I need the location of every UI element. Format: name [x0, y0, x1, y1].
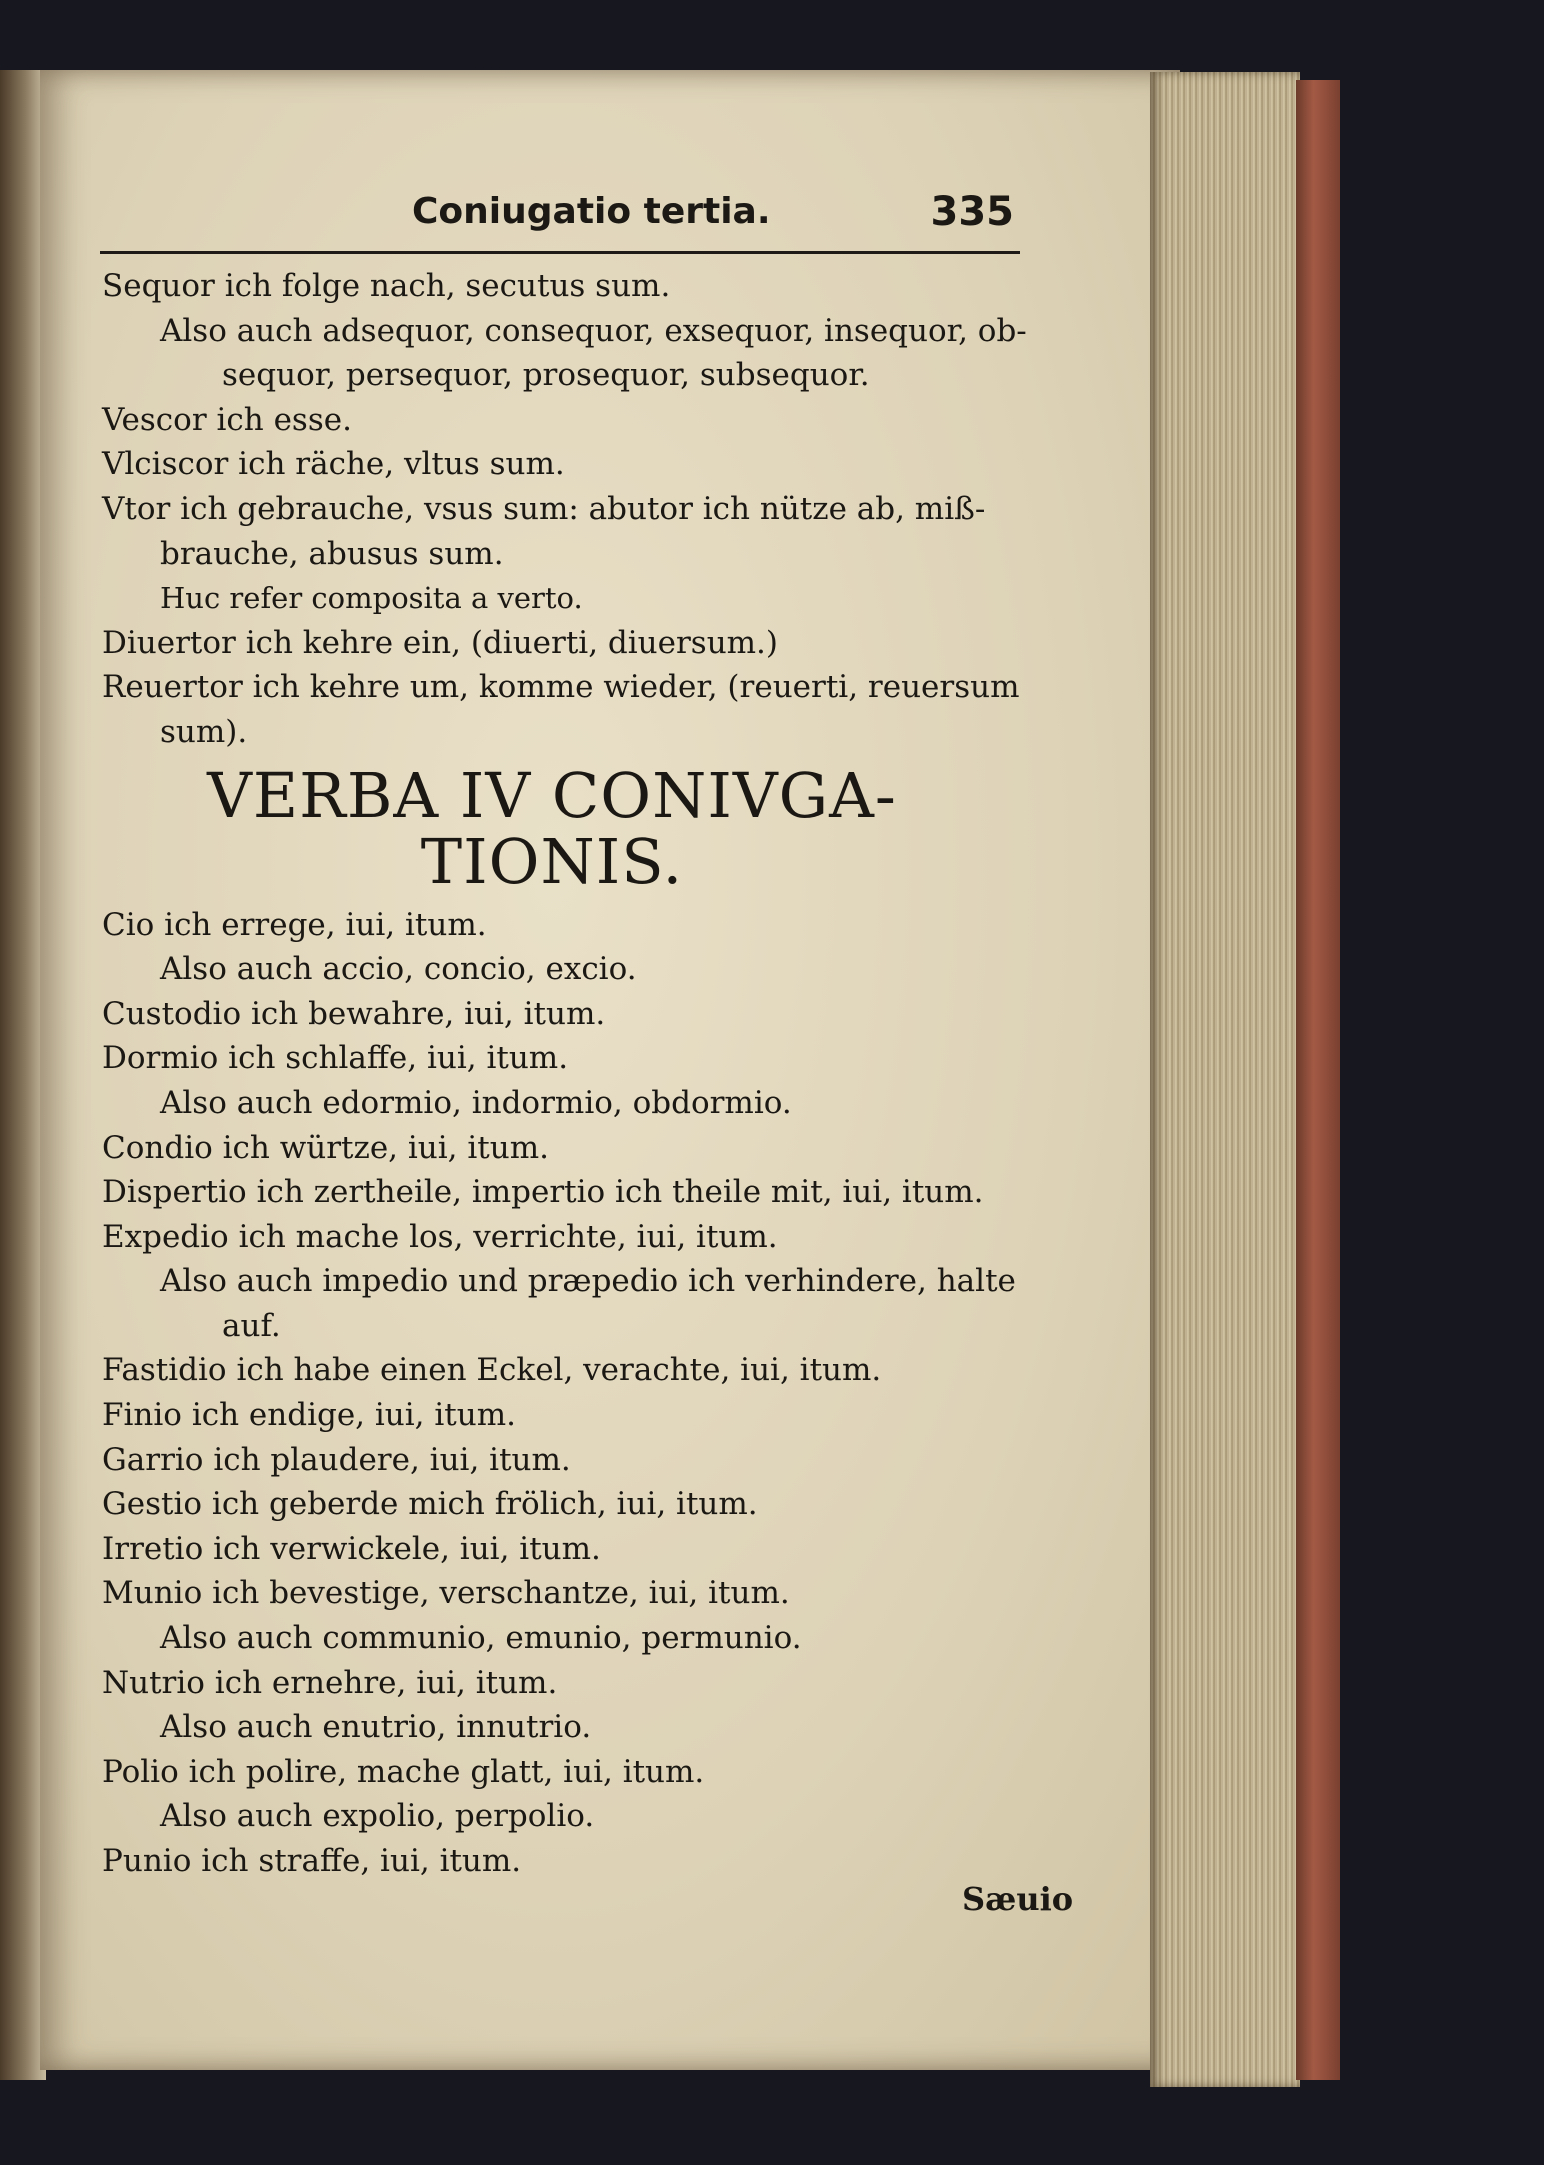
text-line: Punio ich straffe, iui, itum. — [102, 1843, 522, 1879]
text-line: sum). — [160, 713, 248, 750]
text-line: Garrio ich plaudere, iui, itum. — [102, 1441, 571, 1478]
section-heading-line: VERBA IV CONIVGA- — [207, 758, 897, 832]
text-line: Also auch impedio und præpedio ich verhindere, halte — [160, 1263, 1016, 1300]
book-cover-edge — [1296, 80, 1340, 2080]
page-edges — [1150, 72, 1300, 2087]
text-line: Reuertor ich kehre um, komme wieder, (reuerti, reuersum — [102, 669, 1020, 706]
text-line: Dispertio ich zertheile, impertio ich theile mit, iui, itum. — [102, 1174, 984, 1211]
text-line: Condio ich würtze, iui, itum. — [102, 1129, 549, 1166]
text-line: Also auch communio, emunio, permunio. — [160, 1620, 802, 1657]
text-line: Also auch edormio, indormio, obdormio. — [160, 1084, 792, 1121]
text-line: Gestio ich geberde mich frölich, iui, itum. — [102, 1486, 758, 1523]
text-line: Huc refer composita a verto. — [160, 581, 583, 616]
text-line: Irretio ich verwickele, iui, itum. — [102, 1530, 601, 1567]
text-line: Vtor ich gebrauche, vsus sum: abutor ich nütze ab, miß- — [102, 490, 986, 527]
section-heading — [102, 758, 1062, 899]
section-heading-line: TIONIS. — [420, 824, 684, 898]
text-line: Nutrio ich ernehre, iui, itum. — [102, 1664, 558, 1701]
running-title: Coniugatio tertia. — [412, 191, 771, 232]
text-line: Vescor ich esse. — [102, 401, 352, 438]
text-line: Sequor ich folge nach, secutus sum. — [102, 268, 671, 304]
text-line: Diuertor ich kehre ein, (diuerti, diuersum.) — [102, 624, 779, 661]
page-number: 335 — [930, 189, 1014, 235]
text-line: Polio ich polire, mache glatt, iui, itum. — [102, 1753, 705, 1790]
text-line: Finio ich endige, iui, itum. — [102, 1397, 516, 1434]
text-block — [102, 264, 1062, 1884]
text-line: Custodio ich bewahre, iui, itum. — [102, 995, 606, 1032]
text-line: Fastidio ich habe einen Eckel, verachte, iui, itum. — [102, 1352, 882, 1389]
text-line: brauche, abusus sum. — [160, 535, 504, 572]
text-line: Also auch enutrio, innutrio. — [160, 1709, 592, 1746]
text-line: Also auch adsequor, consequor, exsequor, insequor, ob- — [160, 312, 1027, 349]
text-line: Also auch accio, concio, excio. — [160, 951, 637, 988]
text-line: sequor, persequor, prosequor, subsequor. — [222, 357, 870, 394]
running-head — [100, 185, 1020, 254]
text-line: Cio ich errege, iui, itum. — [102, 906, 487, 943]
text-line: Expedio ich mache los, verrichte, iui, itum. — [102, 1218, 778, 1255]
text-line: auf. — [222, 1307, 281, 1344]
text-line: Munio ich bevestige, verschantze, iui, itum. — [102, 1575, 790, 1612]
text-line: Vlciscor ich räche, vltus sum. — [102, 446, 565, 483]
text-line: Also auch expolio, perpolio. — [160, 1798, 595, 1835]
text-line: Dormio ich schlaffe, iui, itum. — [102, 1040, 569, 1077]
catchword: Sæuio — [962, 1880, 1074, 1918]
